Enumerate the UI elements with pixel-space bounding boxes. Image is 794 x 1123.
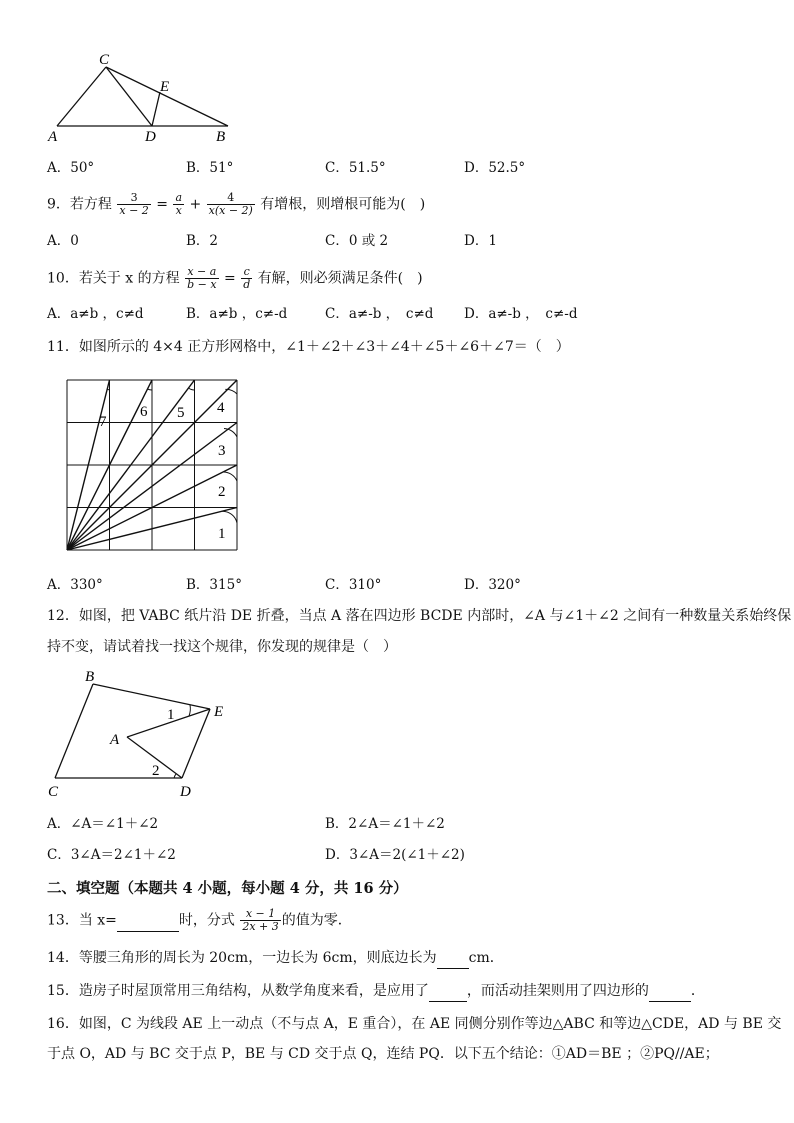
angle-label-6: 6 <box>140 404 148 420</box>
q9-option-c[interactable]: C．0 或 2 <box>325 233 389 249</box>
question-12-line-1: 12．如图，把 VABC 纸片沿 DE 折叠，当点 A 落在四边形 BCDE 内部时，∠A 与∠1＋∠2 之间有一种数量关系始终保 <box>47 608 792 624</box>
q8-option-a[interactable]: A．50° <box>47 160 95 176</box>
q10-option-a[interactable]: A．a≠b ，c≠d <box>47 306 144 322</box>
q9-option-b[interactable]: B．2 <box>186 233 219 249</box>
q10-prefix: 10．若关于 x 的方程 <box>47 270 180 287</box>
angle-label-1: 1 <box>167 707 175 723</box>
question-10 <box>47 266 423 291</box>
q13-answer-blank[interactable] <box>117 911 179 932</box>
q13-fraction: $\frac{x - 1}{2x + 3}$ <box>242 907 279 933</box>
question-13 <box>47 908 352 933</box>
q9-plus: + <box>189 196 202 213</box>
q10-suffix: 有解，则必须满足条件( ) <box>257 270 423 287</box>
label-D: D <box>180 784 191 800</box>
q10-option-d[interactable]: D．a≠-b ， c≠-d <box>464 306 578 322</box>
angle-label-2: 2 <box>152 763 160 779</box>
label-B: B <box>216 129 226 145</box>
label-E: E <box>214 704 224 720</box>
q13-prefix: 13．当 x= <box>47 912 117 929</box>
q14-answer-blank[interactable] <box>437 948 469 969</box>
question-9 <box>47 192 425 217</box>
grid-figure-q11 <box>60 375 245 557</box>
q15-answer-blank-1[interactable] <box>429 981 467 1002</box>
angle-label-1: 1 <box>218 526 226 542</box>
question-15 <box>47 981 705 1002</box>
q10-option-c[interactable]: C．a≠-b ， c≠d <box>325 306 434 322</box>
question-16-line-2: 于点 O，AD 与 BC 交于点 P，BE 与 CD 交于点 Q，连结 PQ．以下五个结论：①AD＝BE ；②PQ//AE； <box>47 1046 719 1062</box>
q12-option-c[interactable]: C．3∠A＝2∠1＋∠2 <box>47 847 176 863</box>
q9-fraction-2: $\frac{a}{x}$ <box>175 191 182 217</box>
angle-label-2: 2 <box>218 484 226 500</box>
q8-option-d[interactable]: D．52.5° <box>464 160 526 176</box>
question-11: 11．如图所示的 4×4 正方形网格中，∠1＋∠2＋∠3＋∠4＋∠5＋∠6＋∠7＝（ ） <box>47 339 570 355</box>
q13-mid: 时，分式 <box>178 912 235 929</box>
q8-option-c[interactable]: C．51.5° <box>325 160 386 176</box>
q10-equals: = <box>224 270 236 287</box>
q15-suffix: ． <box>690 983 705 999</box>
q14-prefix: 14．等腰三角形的周长为 20cm，一边长为 6cm，则底边长为 <box>47 950 437 966</box>
angle-label-3: 3 <box>218 443 226 459</box>
angle-label-4: 4 <box>217 400 225 416</box>
fold-figure-q12 <box>40 664 240 804</box>
question-14 <box>47 948 504 969</box>
q11-option-a[interactable]: A．330° <box>47 577 103 593</box>
q9-option-a[interactable]: A．0 <box>47 233 79 249</box>
question-12-line-2: 持不变，请试着找一找这个规律，你发现的规律是（ ） <box>47 639 397 655</box>
q12-option-b[interactable]: B．2∠A＝∠1＋∠2 <box>325 816 445 832</box>
label-B: B <box>85 669 95 685</box>
q10-fraction-1: $\frac{x - a}{b - x}$ <box>187 265 217 291</box>
q9-prefix: 9．若方程 <box>47 196 112 213</box>
q12-option-d[interactable]: D．3∠A＝2(∠1＋∠2) <box>325 847 465 863</box>
q15-answer-blank-2[interactable] <box>649 981 691 1002</box>
label-C: C <box>48 784 59 800</box>
q9-suffix: 有增根，则增根可能为( ) <box>260 196 426 213</box>
angle-label-5: 5 <box>177 405 185 421</box>
q9-equals: = <box>156 196 168 213</box>
angle-label-7: 7 <box>99 414 107 430</box>
label-D: D <box>145 129 156 145</box>
q11-option-d[interactable]: D．320° <box>464 577 521 593</box>
q11-option-b[interactable]: B．315° <box>186 577 242 593</box>
q12-option-a[interactable]: A．∠A＝∠1＋∠2 <box>47 816 159 832</box>
question-16-line-1: 16．如图，C 为线段 AE 上一动点（不与点 A，E 重合），在 AE 同侧分别作等边△ABC 和等边△CDE，AD 与 BE 交 <box>47 1016 782 1032</box>
label-A: A <box>48 129 58 145</box>
q9-option-d[interactable]: D．1 <box>464 233 497 249</box>
q11-option-c[interactable]: C．310° <box>325 577 382 593</box>
label-E: E <box>160 79 170 95</box>
q8-option-b[interactable]: B．51° <box>186 160 234 176</box>
q10-option-b[interactable]: B．a≠b ，c≠-d <box>186 306 288 322</box>
label-A: A <box>110 732 120 748</box>
q9-fraction-3: $\frac{4}{x(x - 2)}$ <box>208 191 253 217</box>
q15-mid: ，而活动挂架则用了四边形的 <box>466 983 649 999</box>
q10-fraction-2: $\frac{c}{d}$ <box>243 265 251 291</box>
section-title: 二、填空题（本题共 4 小题，每小题 4 分，共 16 分） <box>47 880 408 897</box>
q14-suffix: cm． <box>468 950 504 966</box>
triangle-figure-q8 <box>40 45 240 150</box>
q13-suffix: 的值为零． <box>281 912 352 929</box>
q9-fraction-1: $\frac{3}{x - 2}$ <box>119 191 149 217</box>
q15-prefix: 15．造房子时屋顶常用三角结构，从数学角度来看，是应用了 <box>47 983 429 999</box>
label-C: C <box>99 52 110 68</box>
